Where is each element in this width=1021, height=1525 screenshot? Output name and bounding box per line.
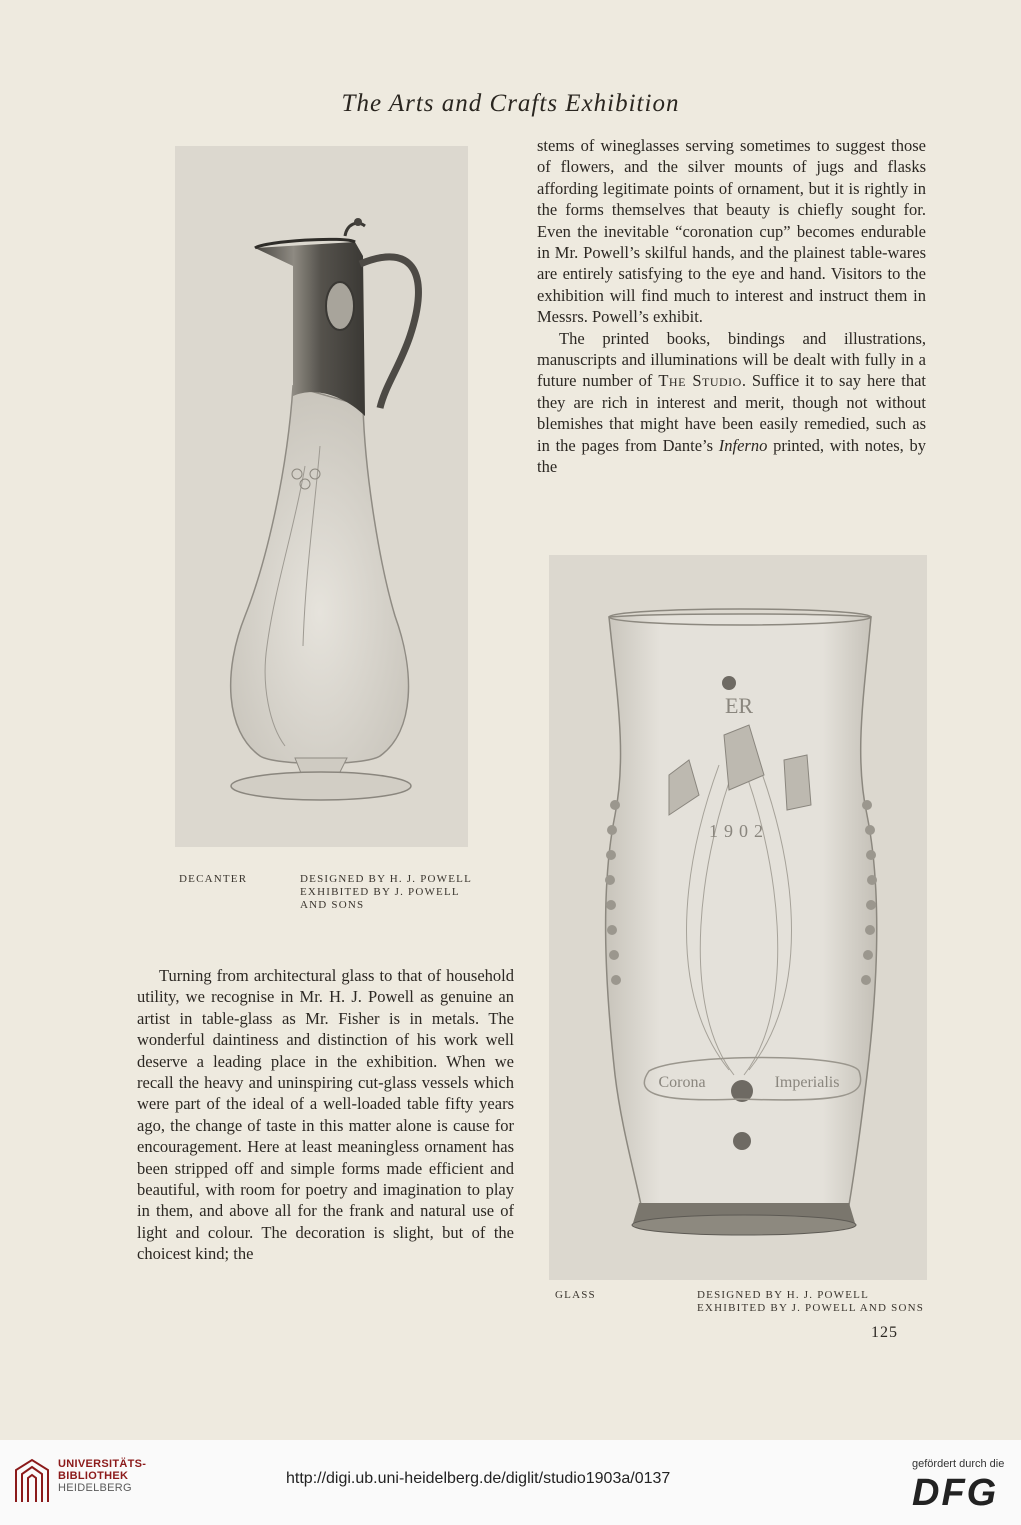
glass-caption-label: GLASS <box>555 1289 596 1301</box>
library-name-line: UNIVERSITÄTS- <box>58 1458 147 1470</box>
glass-monogram: ER <box>724 693 754 718</box>
library-name-line: BIBLIOTHEK <box>58 1470 129 1482</box>
left-column-text <box>137 965 514 1265</box>
glass-year: 1902 <box>709 821 769 841</box>
digitization-footer <box>0 1440 1021 1525</box>
glass-credit-line: DESIGNED BY H. J. POWELL <box>697 1289 869 1301</box>
glass-banner-right: Imperialis <box>774 1074 840 1091</box>
glass-caption-credit <box>697 1289 924 1315</box>
text-run: . Suffice it to say here that they are rich in interest and merit, though not without blemishes that might have been easily remedied, such as in the pages from Dante’s <box>537 371 927 455</box>
text-run: The printed books, bindings and illustrations, manuscripts and illuminations will be dealt with fully in a future number of <box>537 328 926 391</box>
paragraph <box>537 328 926 478</box>
glass-illustration <box>549 555 927 1280</box>
paragraph: Turning from architectural glass to that of household utility, we recognise in Mr. H. J. Powell as genuine an artist in table-glass as Mr. Fisher is in metals. The wonderful daintiness and distinction of his work well deserve a leading place in the exhibition. When we recall the heavy and uninspiring cut-glass vessels which were part of the ideal of a well-loaded table fifty years ago, the change of taste in this matter alone is cause for encouragement. Here at least meaningless ornament has been stripped off and simple forms made efficient and beautiful, with room for poetry and imagination to play in them, and above all for the frank and natural use of light and colour. The decoration is slight, but of the choicest kind; the <box>137 966 514 1264</box>
text-run: printed, with notes, by the <box>537 435 926 477</box>
decanter-credit-line: DESIGNED BY H. J. POWELL <box>300 873 472 885</box>
page-number: 125 <box>871 1324 898 1341</box>
glass-credit-line: EXHIBITED BY J. POWELL AND SONS <box>697 1302 925 1314</box>
glass-banner-left: Corona <box>658 1074 706 1091</box>
running-head: The Arts and Crafts Exhibition <box>341 90 680 117</box>
decanter-credit-line: EXHIBITED BY J. POWELL <box>300 886 460 898</box>
source-url-link[interactable]: http://digi.ub.uni-heidelberg.de/diglit/studio1903a/0137 <box>286 1470 671 1487</box>
decanter-caption-credit <box>300 873 472 912</box>
decanter-credit-line: AND SONS <box>300 899 365 911</box>
university-library-logo-icon <box>12 1456 52 1506</box>
decanter-photograph <box>175 146 468 847</box>
glass-photograph <box>549 555 927 1280</box>
paragraph: stems of wineglasses serving sometimes to suggest those of flowers, and the silver mounts of jugs and flasks affording legitimate points of ornament, but it is rightly in the forms themselves that beauty is chiefly sought for. Even the inevitable “coronation cup” becomes endurable in Mr. Powell’s skilful hands, and the plainest table-wares are entirely satisfying to the eye and hand. Visitors to the exhibition will find much to interest and instruct them in Messrs. Powell’s exhibit. <box>537 136 926 327</box>
library-name-line: HEIDELBERG <box>58 1482 132 1494</box>
funding-note: gefördert durch die <box>912 1458 1005 1470</box>
journal-title: The Studio <box>658 371 742 391</box>
decanter-caption-label: DECANTER <box>179 873 248 885</box>
dfg-logo: DFG <box>912 1472 999 1514</box>
library-name <box>58 1458 146 1494</box>
decanter-illustration <box>175 146 468 847</box>
work-title: Inferno <box>718 435 768 455</box>
right-column-text <box>537 135 926 478</box>
